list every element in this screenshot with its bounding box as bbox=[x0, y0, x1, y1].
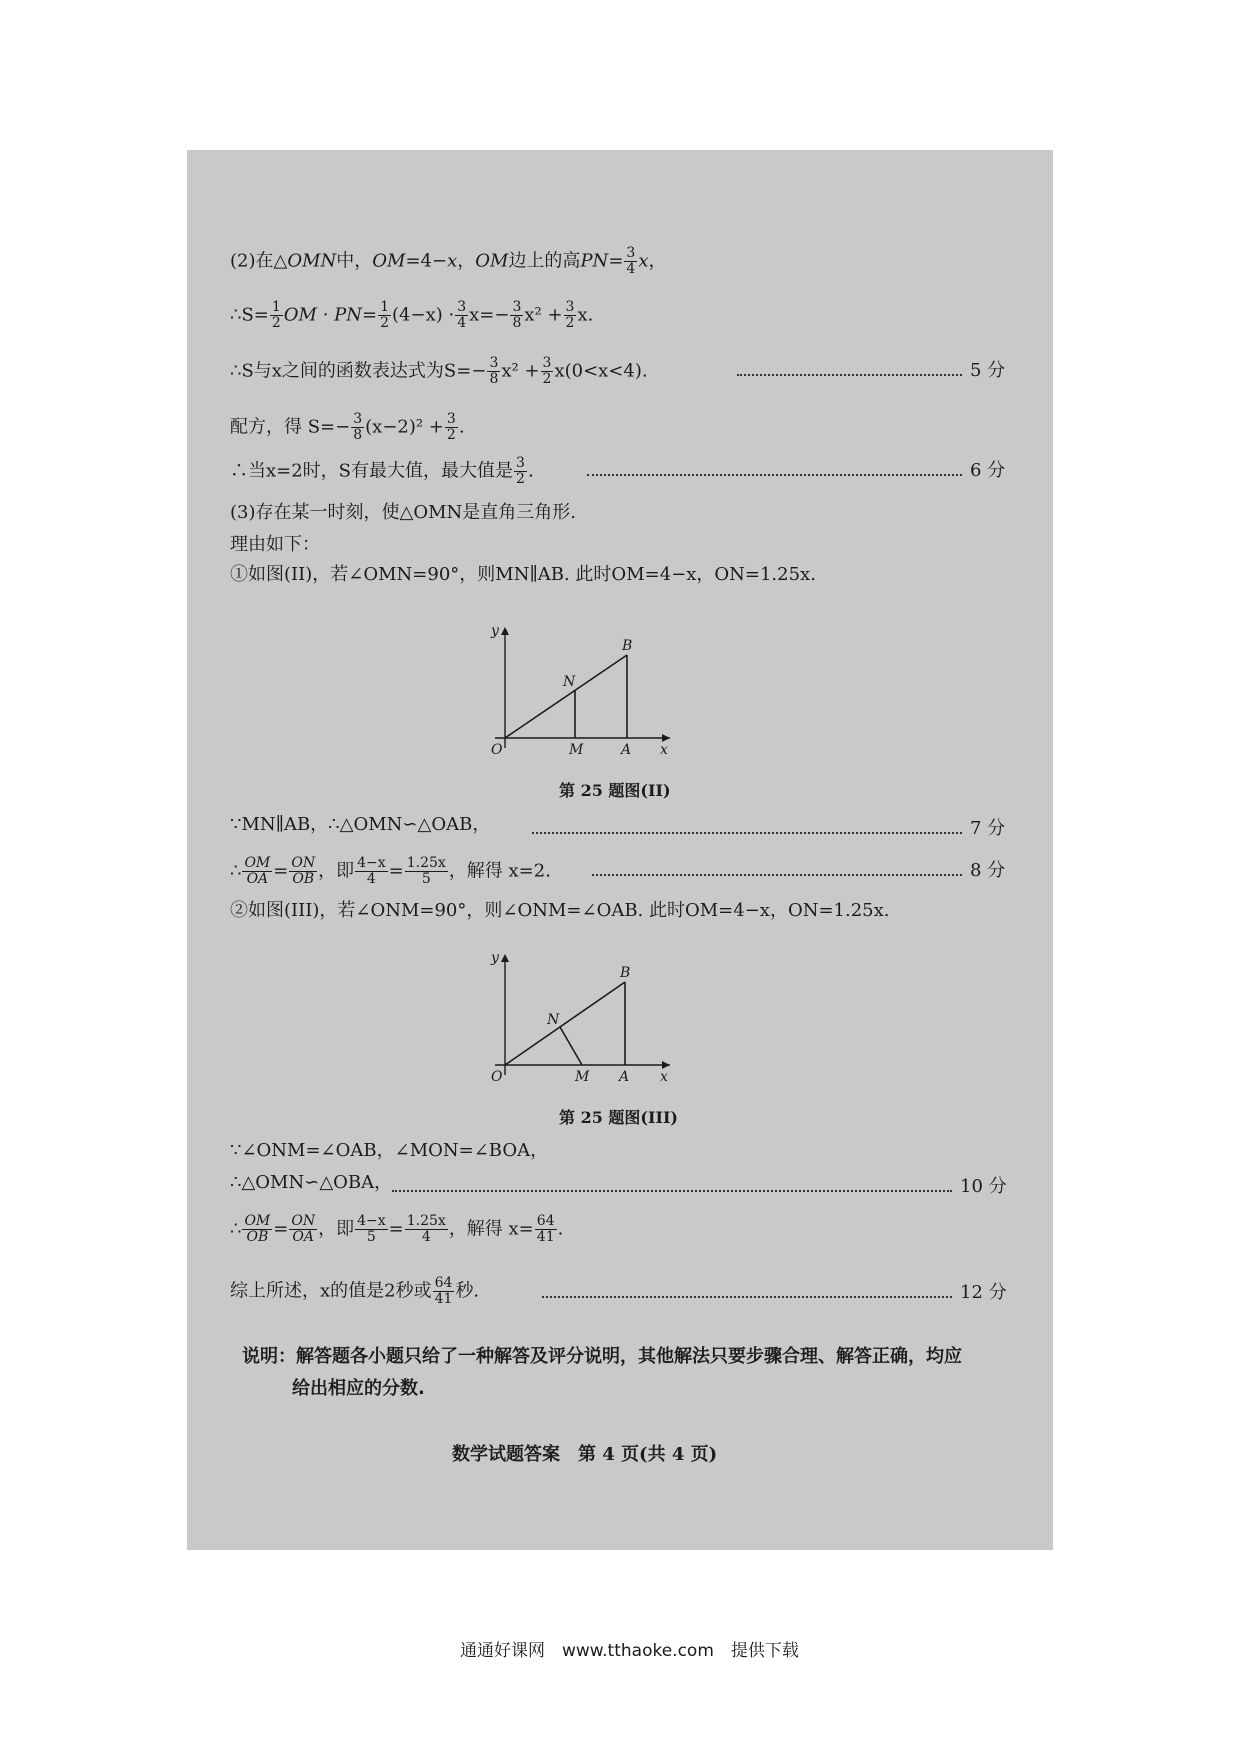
x-axis-arrow bbox=[662, 1061, 670, 1069]
label-M: M bbox=[569, 742, 584, 758]
label-x: x bbox=[660, 1069, 668, 1085]
score-leader-dots bbox=[532, 830, 962, 834]
case1-statement: ①如图(II)，若∠OMN=90°，则MN∥AB. 此时OM=4−x，ON=1.25x. bbox=[230, 564, 816, 585]
score-label: 7 分 bbox=[970, 818, 1006, 839]
figure-25-iii bbox=[475, 950, 675, 1085]
figure-caption-iii: 第 25 题图(III) bbox=[559, 1108, 679, 1127]
grading-note-line2: 给出相应的分数. bbox=[292, 1378, 425, 1399]
label-N: N bbox=[563, 674, 576, 690]
score-leader-dots bbox=[592, 872, 962, 876]
case2-step3: ∴ $\frac{OM}{OB}$ = $\frac{ON}{OA}$ ，即 $\frac{4-x}{5}$ = $\frac{1.25x}{4}$ ，解得 x= $\frac{64}{41}$ . bbox=[230, 1213, 564, 1245]
label-y: y bbox=[491, 623, 499, 639]
conclusion: 综上所述，x的值是2秒或 $\frac{64}{41}$ 秒. bbox=[230, 1275, 480, 1307]
case2-statement: ②如图(III)，若∠ONM=90°，则∠ONM=∠OAB. 此时OM=4−x，ON=1.25x. bbox=[230, 900, 890, 921]
part3-intro: (3)存在某一时刻，使△OMN是直角三角形. bbox=[230, 502, 576, 523]
segment-OB bbox=[505, 655, 627, 738]
label-O: O bbox=[491, 1069, 503, 1085]
score-leader-dots bbox=[587, 472, 962, 476]
label-A: A bbox=[621, 742, 632, 758]
page-footer: 数学试题答案 第 4 页(共 4 页) bbox=[452, 1444, 718, 1465]
grading-note-line1: 说明：解答题各小题只给了一种解答及评分说明，其他解法只要步骤合理、解答正确，均应 bbox=[242, 1346, 962, 1367]
part2-line1: (2)在△OMN中，OM=4−x，OM边上的高PN= $\frac{3}{4}$ x， bbox=[230, 245, 667, 277]
part3-reason: 理由如下： bbox=[230, 534, 320, 555]
y-axis-arrow bbox=[501, 627, 509, 635]
case2-step2: ∴△OMN∽△OBA， bbox=[230, 1172, 393, 1193]
label-N: N bbox=[547, 1012, 560, 1028]
label-M: M bbox=[575, 1069, 590, 1085]
figure-25-ii bbox=[475, 623, 675, 758]
score-label: 6 分 bbox=[970, 460, 1006, 481]
segment-MN bbox=[560, 1027, 582, 1065]
part2-line5: ∴当x=2时，S有最大值，最大值是 $\frac{3}{2}$ . bbox=[230, 455, 534, 487]
case1-step1: ∵MN∥AB，∴△OMN∽△OAB， bbox=[230, 814, 491, 835]
label-O: O bbox=[491, 742, 503, 758]
scanned-page bbox=[187, 150, 1053, 1550]
label-A: A bbox=[619, 1069, 630, 1085]
score-label: 12 分 bbox=[960, 1282, 1007, 1303]
part2-line3: ∴S与x之间的函数表达式为S=− $\frac{3}{8}$ x² + $\frac{3}{2}$ x(0<x<4). bbox=[230, 355, 648, 387]
score-leader-dots bbox=[737, 372, 962, 376]
case2-step1: ∵∠ONM=∠OAB，∠MON=∠BOA， bbox=[230, 1140, 549, 1161]
bottom-credit: 通通好课网 www.tthaoke.com 提供下载 bbox=[460, 1641, 799, 1661]
label-x: x bbox=[660, 742, 668, 758]
figure-caption-ii: 第 25 题图(II) bbox=[559, 781, 671, 800]
segment-OB bbox=[505, 982, 625, 1065]
score-label: 10 分 bbox=[960, 1176, 1007, 1197]
part2-line4: 配方，得 S=− $\frac{3}{8}$ (x−2)² + $\frac{3}{2}$ . bbox=[230, 411, 465, 443]
score-leader-dots bbox=[542, 1294, 952, 1298]
case1-step2: ∴ $\frac{OM}{OA}$ = $\frac{ON}{OB}$ ，即 $\frac{4-x}{4}$ = $\frac{1.25x}{5}$ ，解得 x=2. bbox=[230, 855, 551, 887]
y-axis-arrow bbox=[501, 954, 509, 962]
label-y: y bbox=[491, 950, 499, 966]
label-B: B bbox=[622, 638, 633, 654]
x-axis-arrow bbox=[662, 734, 670, 742]
score-label: 8 分 bbox=[970, 860, 1006, 881]
label-B: B bbox=[620, 965, 631, 981]
part2-line2: ∴S= $\frac{1}{2}$ OM · PN= $\frac{1}{2}$ (4−x) · $\frac{3}{4}$ x=− $\frac{3}{8}$ x² + $\frac{3}{2}$ x. bbox=[230, 299, 594, 331]
score-label: 5 分 bbox=[970, 360, 1006, 381]
score-leader-dots bbox=[392, 1188, 952, 1192]
